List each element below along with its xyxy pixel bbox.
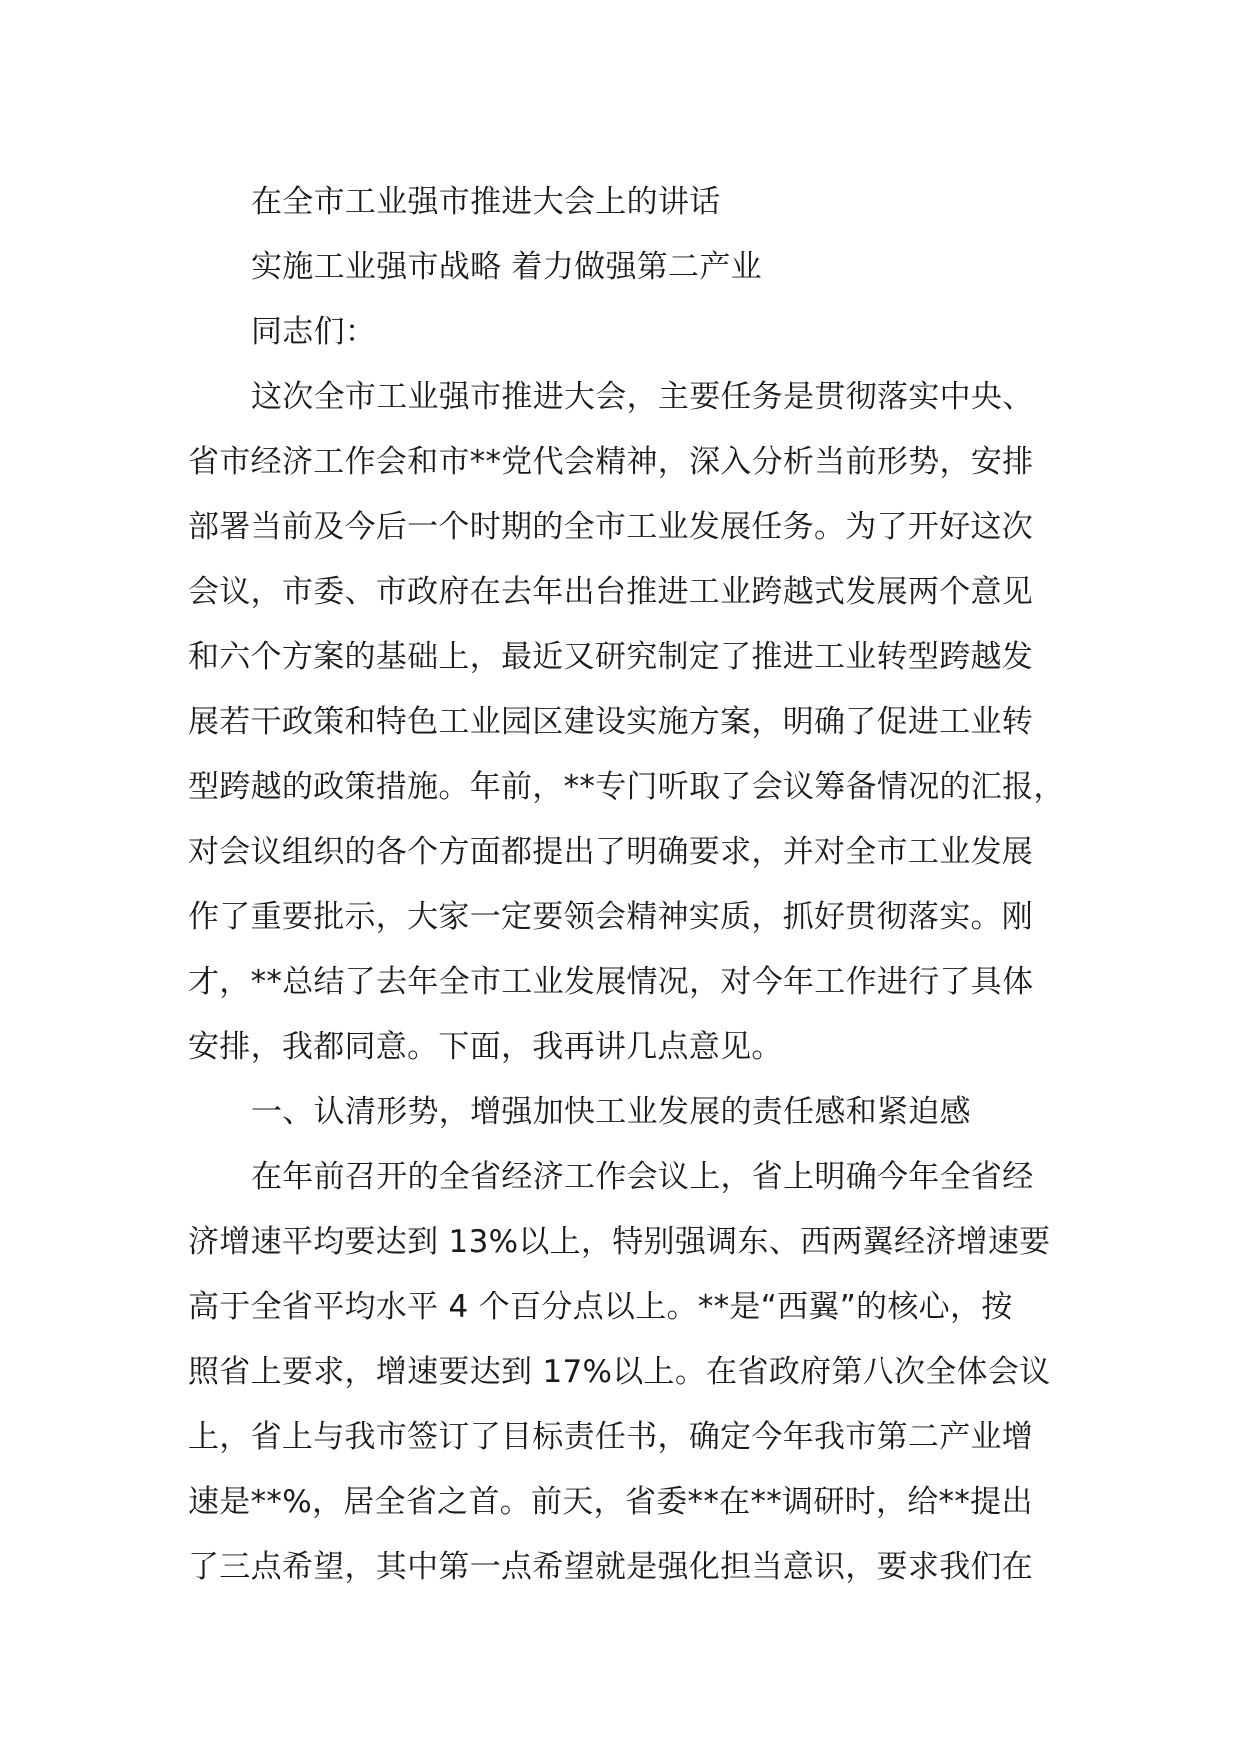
paragraph-1-line: 部署当前及今后一个时期的全市工业发展任务。为了开好这次 bbox=[188, 509, 1034, 545]
paragraph-1-line: 和六个方案的基础上，最近又研究制定了推进工业转型跨越发 bbox=[188, 639, 1034, 675]
document-body bbox=[188, 170, 1068, 1600]
paragraph-2-line: 照省上要求，增速要达到 17%以上。在省政府第八次全体会议 bbox=[188, 1354, 1051, 1390]
paragraph-2-line: 了三点希望，其中第一点希望就是强化担当意识，要求我们在 bbox=[188, 1549, 1034, 1585]
section-heading: 一、认清形势，增强加快工业发展的责任感和紧迫感 bbox=[251, 1094, 971, 1130]
paragraph-2-line: 上，省上与我市签订了目标责任书，确定今年我市第二产业增 bbox=[188, 1419, 1034, 1455]
paragraph-1-line: 展若干政策和特色工业园区建设实施方案，明确了促进工业转 bbox=[188, 704, 1034, 740]
paragraph-1-line: 对会议组织的各个方面都提出了明确要求，并对全市工业发展 bbox=[188, 834, 1034, 870]
paragraph-1-line: 才，**总结了去年全市工业发展情况，对今年工作进行了具体 bbox=[188, 964, 1034, 1000]
paragraph-1-line: 会议，市委、市政府在去年出台推进工业跨越式发展两个意见 bbox=[188, 574, 1034, 610]
paragraph-2-line: 在年前召开的全省经济工作会议上，省上明确今年全省经 bbox=[251, 1159, 1034, 1195]
paragraph-1-line: 作了重要批示，大家一定要领会精神实质，抓好贯彻落实。刚 bbox=[188, 899, 1034, 935]
paragraph-1-line: 省市经济工作会和市**党代会精神，深入分析当前形势，安排 bbox=[188, 444, 1034, 480]
salutation: 同志们： bbox=[251, 314, 377, 350]
speech-title: 在全市工业强市推进大会上的讲话 bbox=[251, 184, 721, 220]
speech-subtitle: 实施工业强市战略 着力做强第二产业 bbox=[251, 249, 762, 285]
paragraph-2-line: 济增速平均要达到 13%以上，特别强调东、西两翼经济增速要 bbox=[188, 1224, 1051, 1260]
paragraph-1-line: 安排，我都同意。下面，我再讲几点意见。 bbox=[188, 1029, 783, 1065]
paragraph-2-line: 速是**%，居全省之首。前天，省委**在**调研时，给**提出 bbox=[188, 1484, 1033, 1520]
paragraph-1-line: 型跨越的政策措施。年前，**专门听取了会议筹备情况的汇报， bbox=[188, 769, 1065, 805]
paragraph-2-line: 高于全省平均水平 4 个百分点以上。**是“西翼”的核心，按 bbox=[188, 1289, 1013, 1325]
paragraph-1-line: 这次全市工业强市推进大会，主要任务是贯彻落实中央、 bbox=[251, 379, 1034, 415]
